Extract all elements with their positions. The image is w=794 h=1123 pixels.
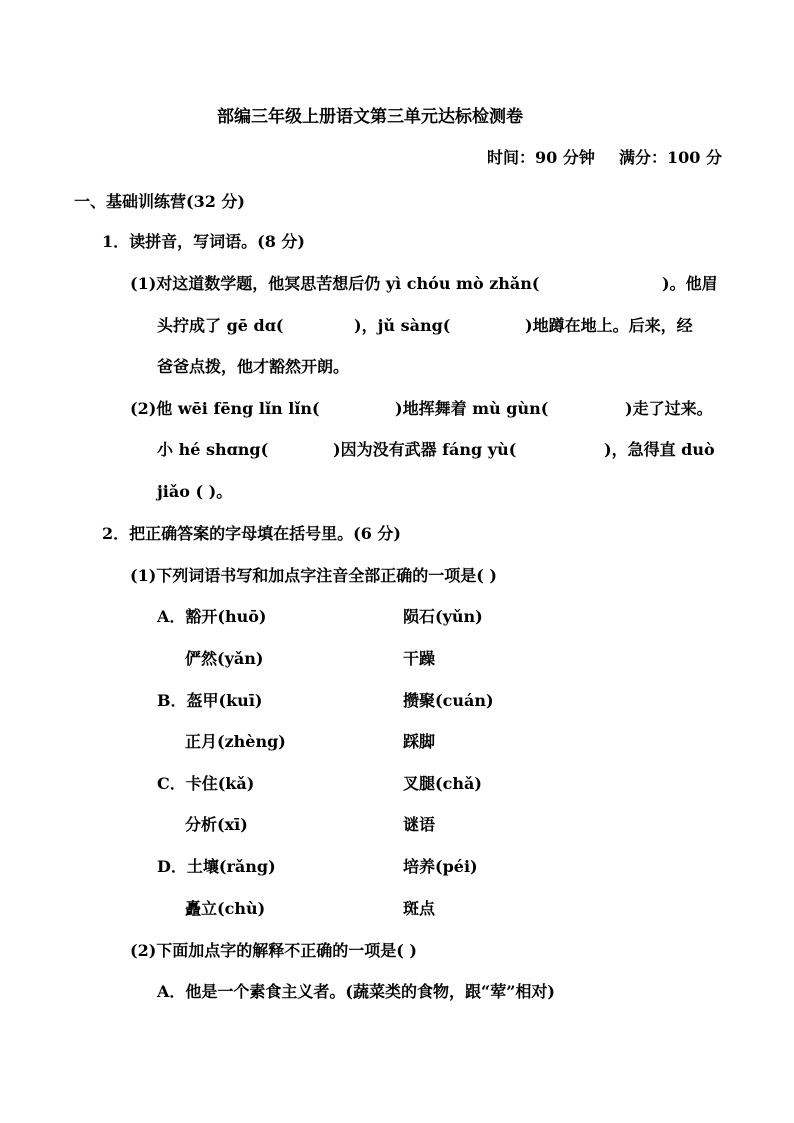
section-heading: 一、基础训练营(32 分) <box>74 192 245 211</box>
option-a-word2: 陨石(yǔn) <box>403 607 483 626</box>
option-d-word4: 斑点 <box>403 899 436 918</box>
q1-p1-line2-mid: )，jǔ sàng( <box>354 316 451 335</box>
q1-p2-line1-end: )走了过来。 <box>625 399 713 418</box>
page-title: 部编三年级上册语文第三单元达标检测卷 <box>217 107 523 127</box>
option-d-word3: 矗立(chù) <box>185 899 266 918</box>
q2-sub2: (2)下面加点字的解释不正确的一项是( ) <box>130 941 417 960</box>
q1-p2-line2-end: )，急得直 duò <box>604 440 715 459</box>
q1-p2-line2-mid: )因为没有武器 fáng yù( <box>333 440 517 459</box>
option-a-word3: 俨然(yǎn) <box>185 649 264 668</box>
q1-p1-line3: 爸爸点拨，他才豁然开朗。 <box>157 357 350 376</box>
option-b-word3: 正月(zhèng) <box>185 732 286 751</box>
option-b-word2: 攒聚(cuán) <box>403 691 494 710</box>
option-a-word1: A．豁开(huō) <box>157 607 267 626</box>
full-score: 满分：100 分 <box>619 148 722 167</box>
option-d-word1: D．土壤(rǎng) <box>157 857 276 876</box>
q2-sub2-option-a: A．他是一个素食主义者。(蔬菜类的食物，跟“荤”相对) <box>157 982 555 1001</box>
time-limit: 时间：90 分钟 <box>487 148 595 167</box>
q2-sub1: (1)下列词语书写和加点字注音全部正确的一项是( ) <box>130 566 497 585</box>
q1-p2-line1: (2)他 wēi fēng lǐn lǐn( <box>130 399 320 418</box>
option-b-word1: B．盔甲(kuī) <box>157 691 263 710</box>
option-c-word3: 分析(xī) <box>185 815 248 834</box>
question-1-heading: 1．读拼音，写词语。(8 分) <box>102 232 305 251</box>
option-c-word4: 谜语 <box>403 815 436 834</box>
option-c-word1: C．卡住(kǎ) <box>157 774 255 793</box>
q1-p1-line1-end: )。他眉 <box>662 274 718 293</box>
q1-p2-line2: 小 hé shɑng( <box>157 440 269 459</box>
q1-p2-line3: jiǎo ( )。 <box>157 482 233 501</box>
q1-p1-line1: (1)对这道数学题，他冥思苦想后仍 yì chóu mò zhǎn( <box>130 274 540 293</box>
question-2-heading: 2．把正确答案的字母填在括号里。(6 分) <box>102 524 401 543</box>
option-b-word4: 踩脚 <box>403 732 436 751</box>
q1-p2-line1-mid: )地挥舞着 mù gùn( <box>395 399 549 418</box>
q1-p1-line2-end: )地蹲在地上。后来，经 <box>525 316 693 335</box>
option-d-word2: 培养(péi) <box>403 857 478 876</box>
q1-p1-line2: 头拧成了 gē dɑ( <box>157 316 284 335</box>
option-a-word4: 干躁 <box>403 649 436 668</box>
option-c-word2: 叉腿(chǎ) <box>403 774 482 793</box>
